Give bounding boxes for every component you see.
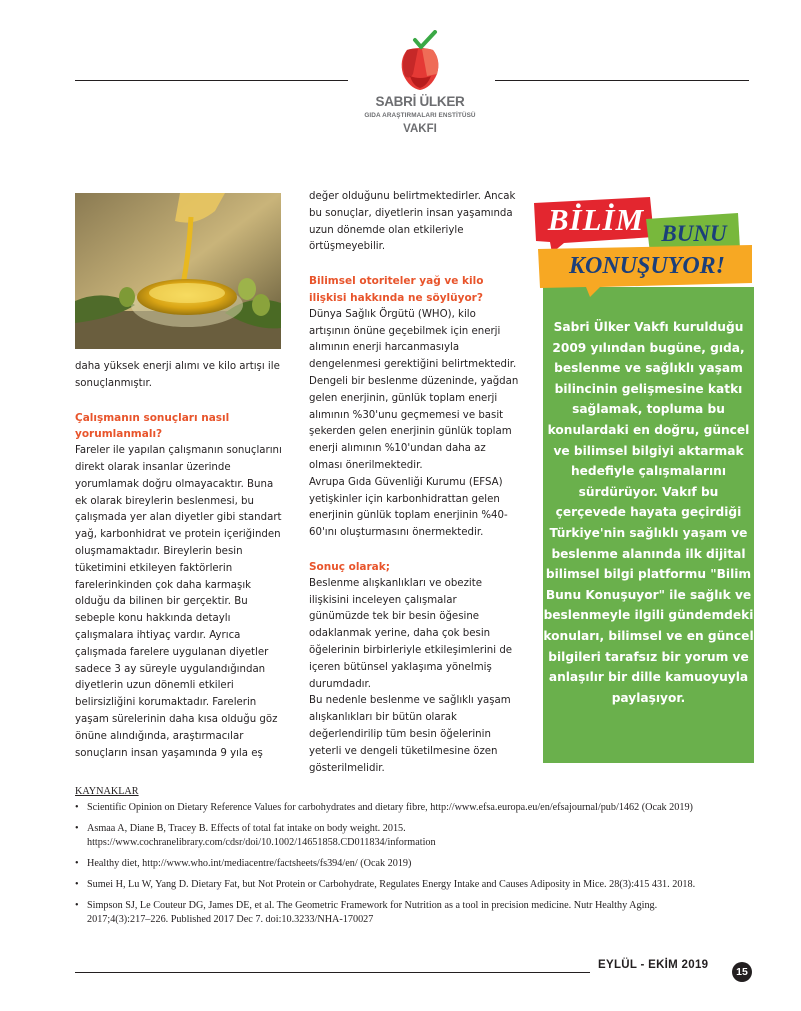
references-heading: KAYNAKLAR [75,786,139,797]
paragraph: Dünya Sağlık Örgütü (WHO), kilo artışının önüne geçebilmek için enerji alımının enerji harcanmasıyla dengelenmesi gerektiğini belirtmektedir. Dengeli bir beslenme düzeninde, yağdan gelen enerjinin, günlük toplam enerji alımının %30'unu geçmemesi ve basit şekerden gelen enerjinin günlük toplam enerji alımının %10'undan daha az olması önerilmektedir. [309,308,519,471]
references-list [75,801,705,927]
article-column-1 [75,359,285,762]
reference-item: • Sumei H, Lu W, Yang D. Dietary Fat, but Not Protein or Carbohydrate, Regulates Energy Intake and Causes Adiposity in Mice. 28(3):415 431. 2018. [75,878,705,892]
page-number: 15 [732,962,752,982]
reference-item: • Asmaa A, Diane B, Tracey B. Effects of total fat intake on body weight. 2015. https://www.cochranelibrary.com/cdsr/doi/10.1002/14651858.CD011834/information [75,822,705,850]
paragraph: Beslenme alışkanlıkları ve obezite ilişkisini inceleyen çalışmalar günümüzde tek bir besin öğesine odaklanmak yerine, daha çok besin öğelerinin birbirleriyle etkileşimlerini de içeren bütünsel yaklaşıma yönelmiş durumdadır. [309,577,513,690]
sidebar-text: Sabri Ülker Vakfı kurulduğu 2009 yılından bugüne, gıda, beslenme ve sağlıklı yaşam bilincinin gelişmesine katkı sağlamak, topluma bu konulardaki en doğru, güncel ve bilimsel bilgiyi aktarmak hedefiyle çalışmalarını sürdürüyor. Vakıf bu çerçevede hayata geçirdiği Türkiye'nin sağlıklı yaşam ve beslenme alanında ilk dijital bilimsel bilgi platformu "Bilim Bunu Konuşuyor" ile sağlık ve beslenmeyle ilgili gündemdeki konuları, bilimsel ve en güncel bilgileri tarafsız bir yorum ve anlaşılır bir dille kamuoyuyla paylaşıyor. [543,320,754,705]
paragraph: Bu nedenle beslenme ve sağlıklı yaşam alışkanlıkları bir bütün olarak değerlendirilip tüm besin öğelerinin yeterli ve dengeli tüketilmesine özen gösterilmelidir. [309,695,511,774]
olive-oil-photo [75,193,281,349]
section-heading: Bilimsel otoriteler yağ ve kilo ilişkisi hakkında ne söylüyor? [309,275,484,304]
apple-with-checkmark-icon [355,30,485,94]
references [75,785,705,934]
paragraph: Fareler ile yapılan çalışmanın sonuçlarını direkt olarak insanlar üzerinde yorumlamak doğru olmayacaktır. Buna ek olarak bireylerin beslenmesi, bu çalışmada yer alan diyetler gibi standart yağ, karbonhidrat ve protein içeriğinden oluşmamaktadır. Bireylerin besin tüketimini etkileyen faktörlerin farelerinkinden çok daha karmaşık olduğu da bilinen bir gerçektir. Bu sebeple konu hakkında detaylı çalışmalara ihtiyaç vardır. Ayrıca çalışmada farelere uygulanan diyetler sadece 3 ay süreyle uygulandığından diyetlerin uzun dönemli etkileri belirsizliğini korumaktadır. Farelerin yaşam sürelerinin daha kısa olduğu göz önüne alındığında, araştırmacılar sonuçların insan yaşamında 9 yıla eş [75,445,282,759]
issue-date: EYLÜL - EKİM 2019 [598,959,709,971]
badge-word-bilim: BİLİM [547,202,645,237]
paragraph: değer olduğunu belirtmektedirler. Ancak bu sonuçlar, diyetlerin insan yaşamında uzun dönemde olan etkileriyle örtüşmeyebilir. [309,191,516,253]
reference-item: • Healthy diet, http://www.who.int/mediacentre/factsheets/fs394/en/ (Ocak 2019) [75,857,705,871]
sidebar-box [543,287,754,763]
section-heading: Sonuç olarak; [309,560,390,573]
reference-item: • Scientific Opinion on Dietary Reference Values for carbohydrates and dietary fibre, http://www.efsa.europa.eu/en/efsajournal/pub/1462 (Ocak 2019) [75,801,705,815]
article-column-2 [309,189,519,777]
paragraph: Avrupa Gıda Güvenliği Kurumu (EFSA) yetişkinler için karbonhidrattan gelen enerjinin günlük toplam enerjinin %40-60'ını oluşturmasını önermektedir. [309,476,508,539]
header-rule-left [75,80,348,81]
paragraph: daha yüksek enerji alımı ve kilo artışı ile sonuçlanmıştır. [75,361,280,389]
section-heading: Çalışmanın sonuçları nasıl yorumlanmalı? [75,411,230,441]
reference-item: • Simpson SJ, Le Couteur DG, James DE, et al. The Geometric Framework for Nutrition as a tool in precision medicine. Nutr Healthy Aging. 2017;4(3):217–226. Published 2017 Dec 7. doi:10.3233/NHA-170027 [75,899,705,927]
logo-name: SABRİ ÜLKER [375,94,465,109]
footer-rule [75,972,590,973]
foundation-logo [355,30,485,140]
header-rule-right [495,80,749,81]
logo-vakfi: VAKFI [403,123,437,135]
bilim-bunu-konusuyor-badge [528,193,753,298]
badge-word-bunu: BUNU [661,221,727,246]
logo-subtitle: GIDA ARAŞTIRMALARI ENSTİTÜSÜ [364,112,476,119]
badge-word-konusuyor: KONUŞUYOR! [568,253,726,279]
